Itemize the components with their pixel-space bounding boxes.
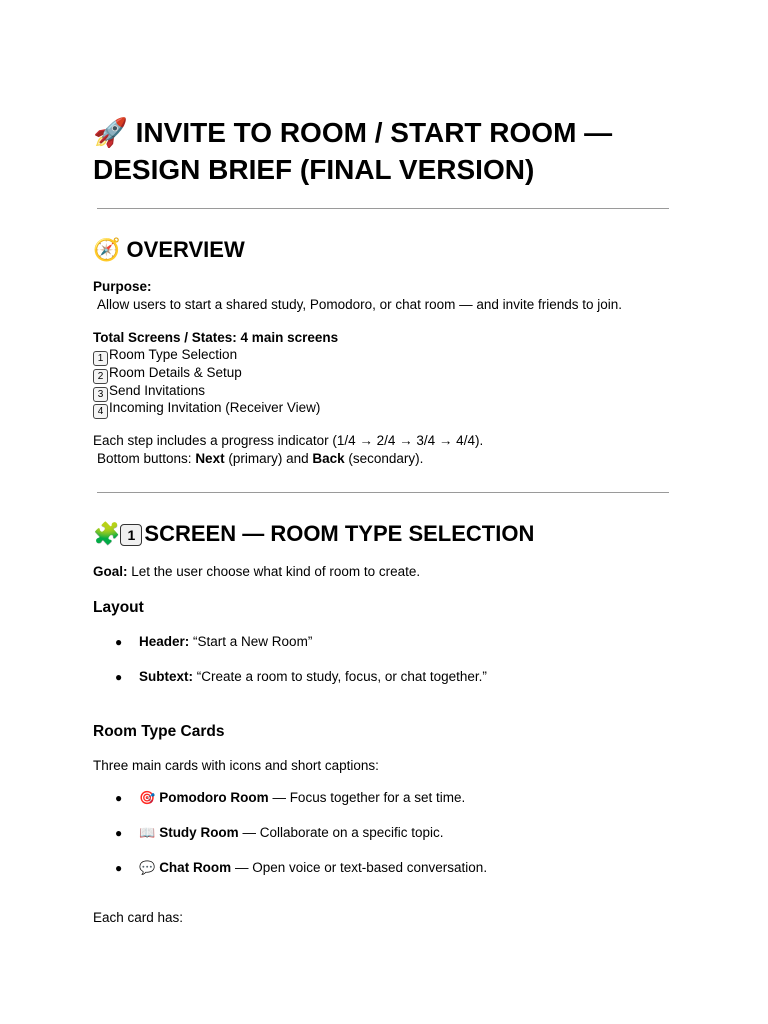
book-icon: 📖 [139, 825, 156, 840]
screen-list-item: 4 Incoming Invitation (Receiver View) [93, 399, 320, 419]
speech-bubble-icon: 💬 [139, 860, 156, 875]
purpose-text: Allow users to start a shared study, Pomodoro, or chat room — and invite friends to join. [97, 297, 622, 312]
layout-heading: Layout [93, 599, 144, 616]
keycap-one-icon: 1 [120, 524, 142, 546]
screen1-heading [93, 520, 534, 548]
room-type-cards-heading: Room Type Cards [93, 723, 225, 740]
bullet-icon: ● [115, 635, 123, 649]
cards-intro: Three main cards with icons and short captions: [93, 758, 379, 773]
overview-heading-text: OVERVIEW [126, 237, 245, 262]
title-text: INVITE TO ROOM / START ROOM — DESIGN BRIEF (FINAL VERSION) [93, 117, 613, 185]
screen-list-item: 3 Send Invitations [93, 382, 205, 402]
rocket-icon: 🚀 [93, 117, 128, 148]
goal-text: Goal: Let the user choose what kind of room to create. [93, 564, 421, 579]
target-icon: 🎯 [139, 790, 156, 805]
each-card-text: Each card has: [93, 910, 184, 925]
total-screens-label: Total Screens / States: 4 main screens [93, 330, 339, 345]
purpose-label: Purpose: [93, 279, 152, 294]
bullet-icon: ● [115, 670, 123, 684]
keycap-one-icon: 1 [93, 351, 108, 366]
screen-list-item: 1 Room Type Selection [93, 346, 237, 366]
progress-description: Each step includes a progress indicator (1/4 → 2/4 → 3/4 → 4/4). [93, 433, 484, 448]
list-item: ● Subtext: “Create a room to study, focus, or chat together.” [115, 669, 487, 684]
screen1-heading-text: SCREEN — ROOM TYPE SELECTION [144, 521, 535, 546]
list-item: ● 🎯 Pomodoro Room — Focus together for a set time. [115, 790, 466, 805]
buttons-description: Bottom buttons: Next (primary) and Back (secondary). [97, 451, 424, 466]
screen-list-item: 2 Room Details & Setup [93, 364, 242, 384]
keycap-four-icon: 4 [93, 404, 108, 419]
keycap-two-icon: 2 [93, 369, 108, 384]
bullet-icon: ● [115, 861, 123, 875]
document-title [93, 114, 673, 188]
divider [97, 492, 669, 493]
bullet-icon: ● [115, 791, 123, 805]
compass-icon: 🧭 [93, 237, 121, 262]
list-item: ● Header: “Start a New Room” [115, 634, 313, 649]
list-item: ● 📖 Study Room — Collaborate on a specific topic. [115, 825, 444, 840]
overview-heading [93, 236, 245, 264]
puzzle-piece-icon: 🧩 [93, 521, 121, 546]
bullet-icon: ● [115, 826, 123, 840]
list-item: ● 💬 Chat Room — Open voice or text-based conversation. [115, 860, 488, 875]
divider [97, 208, 669, 209]
keycap-three-icon: 3 [93, 387, 108, 402]
